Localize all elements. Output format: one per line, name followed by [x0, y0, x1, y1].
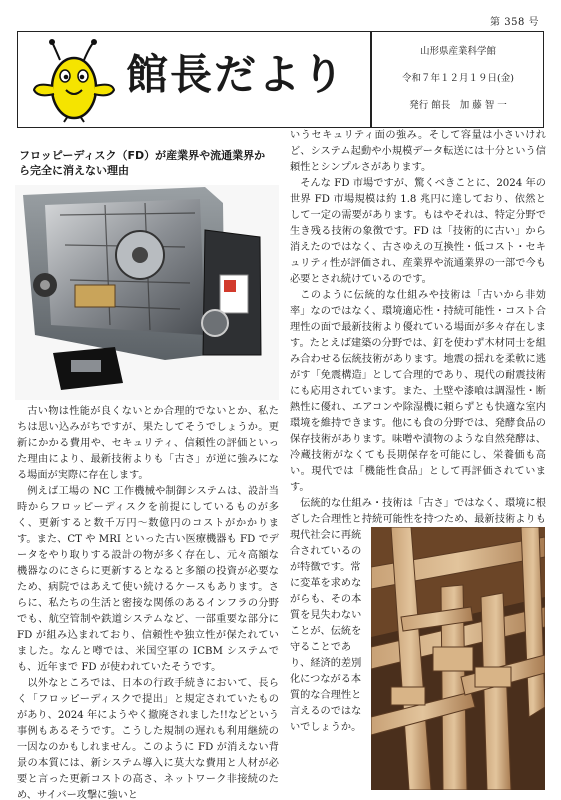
left-paragraph: 古い物は性能が良くないとか合理的でないとか、私たちは思い込みがちですが、果たしてそうでしょうか。更新にかかる費用や、セキュリティ、信頼性の評価といった理由により、最新技術よりも「古さ」が逆に強みになる場面が実際に存在します。 — [17, 406, 279, 481]
right-paragraph: このように伝統的な仕組みや技術は「古いから非効率」なのではなく、環境適応性・持続可能性・コスト合理性の面で最新技術より優れている場面が多々存在します。たとえば建築の分野では、釘を使わず木材同士を組み合わせる伝統技術があります。地震の揺れを柔軟に逃がす「免震構造」として合理的であり、現代の耐震技術にも応用されています。また、土壁や漆喰は調湿性・断熱性に優れ、エアコンや除湿機に頼らずとも快適な室内環境を維持できます。他にも食の分野では、発酵食品の保存技術があります。味噌や漬物のような自然発酵は、冷蔵技術がなくても長期保存を可能にし、栄養価も高い。現代では「機能性食品」として再評価されています。 — [290, 290, 546, 493]
article-right-column — [290, 128, 546, 524]
article-heading: フロッピーディスク（FD）が産業界や流通業界から完全に消えない理由 — [19, 149, 266, 177]
article-left-column — [17, 404, 279, 800]
right-paragraph: そんな FD 市場ですが、驚くべきことに、2024 年の世界 FD 市場規模は約 1.8 兆円に達しており、依然として一定の需要があります。もはやそれは、特定分野で生き残る技術の象徴です。FD は「技術的に古い」から消えたのではなく、古さゆえの互換性・低コスト・セキュリティ性が評価され、産業界や流通業界の一部で今も必要とされ続けているのです。 — [290, 178, 546, 285]
right-paragraph: 伝統的な仕組み・技術は「古さ」ではなく、環境に根ざした合理性と持続可能性を持つため、最新技術よりも — [290, 498, 546, 524]
header-divider — [370, 32, 372, 127]
wooden-joinery-photo — [371, 527, 545, 790]
publisher: 発行 館長 加 藤 智 一 — [409, 100, 507, 111]
newsletter-title: 館長だより — [126, 50, 347, 99]
left-paragraph: 以外なところでは、日本の行政手続きにおいて、長らく「フロッピーディスクで提出」と規定されていたものがあり、2024 年にようやく撤廃されました!!などという事例もあるそうです。こうした規制の遅れも利用継続の一因なのかもしれません。このように FD が消えない背景の本質には、新システム導入に莫大な費用と人材が必要と言った更新コストの高さ、ネットワーク非接続のため、サイバー攻撃に強いと — [17, 678, 279, 800]
right-paragraph: 現代社会に再統合されているのが特徴です。常に変革を求めながらも、その本質を見失わないことが、伝統を守ることであり、経済的差別化につながる本質的な合理性と言えるのではないでしょうか。 — [290, 530, 362, 733]
publish-date: 令和７年１２月１９日(金) — [402, 73, 514, 84]
newsletter-header — [17, 31, 544, 128]
organization-name: 山形県産業科学館 — [419, 46, 496, 57]
right-paragraph: いうセキュリティ面の強み。そして容量は小さいけれど、システム起動や小規模データ転送には十分という信頼性とシンプルさがあります。 — [290, 130, 546, 173]
article-bottom-narrow-column — [290, 528, 366, 793]
issue-number: 第 358 号 — [490, 17, 539, 28]
mascot-logo-icon — [30, 38, 118, 123]
floppy-drive-photo — [15, 185, 279, 400]
left-paragraph: 例えば工場の NC 工作機械や制御システムは、設計当時からフロッピーディスクを前提にしているものが多く、更新すると数千万円～数億円のコストがかかります。また、CT や MRI といった古い医療機器も FD でデータをやり取りする設計の物が多く存在し、元々高額な機器なのにさらに更新するとなると多額の投資が必要なため、病院ではあえて使い続けるケースもあります。さらに、私たちの生活と密接な関係のあるインフラの分野でも、航空管制や鉄道システムなど、一部重要な部分に FD が組み込まれており、信頼性や独立性が保たれていました。なんと噂では、米国空軍の ICBM システムでも、近年まで FD が使われていたそうです。 — [17, 486, 279, 673]
